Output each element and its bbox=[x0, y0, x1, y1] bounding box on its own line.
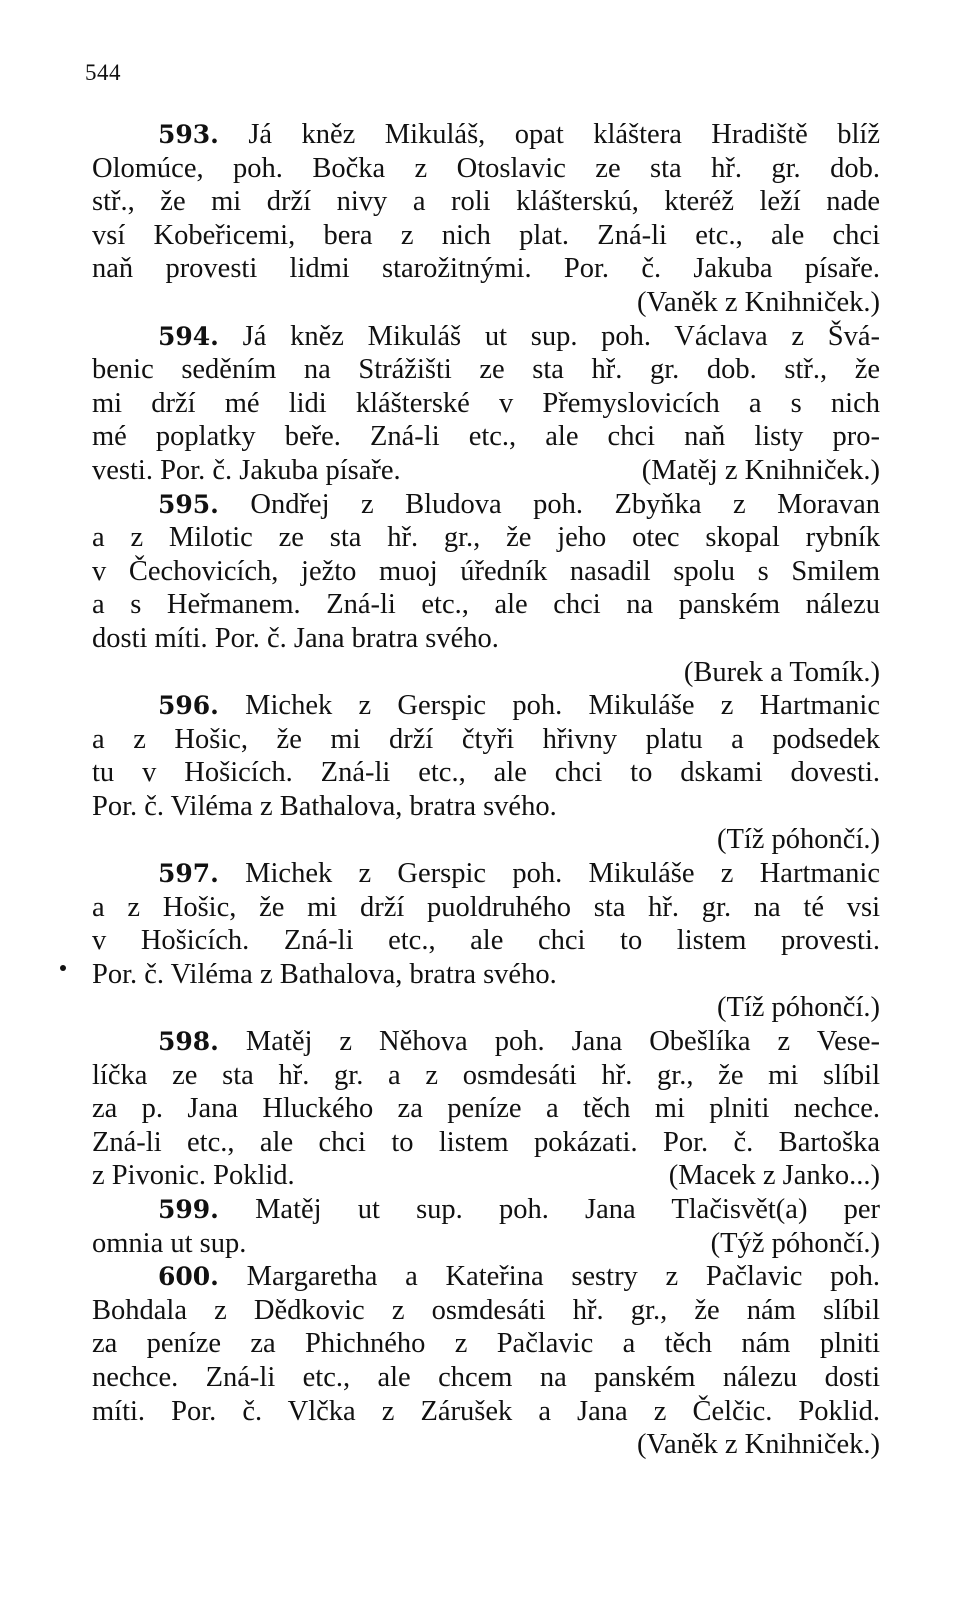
signature: (Matěj z Knihniček.) bbox=[641, 454, 880, 486]
entry-number: 599. bbox=[158, 1195, 219, 1224]
text-line: Bohdala z Dědkovic z osmdesáti hř. gr., že nám slíbil bbox=[92, 1294, 880, 1326]
entry-597-line-1: 597. Michek z Gerspic poh. Mikuláše z Hartmanic bbox=[158, 858, 881, 890]
signature: (Týž póhončí.) bbox=[710, 1227, 880, 1259]
signature: (Vaněk z Knihniček.) bbox=[637, 1429, 880, 1461]
text-line: v Čechovicích, ježto muoj úředník nasadil spolu s Smilem bbox=[92, 555, 880, 587]
text-line: za p. Jana Hluckého za peníze a těch mi plniti nechce. bbox=[92, 1093, 880, 1125]
signature: (Burek a Tomík.) bbox=[683, 656, 880, 688]
text-line: mi drží mé lidi klášterské v Přemyslovicích a s nich bbox=[92, 387, 880, 419]
entry-598-line-1: 598. Matěj z Něhova poh. Jana Obešlíka z Vese- bbox=[158, 1026, 880, 1058]
text-line: Por. č. Viléma z Bathalova, bratra svého. bbox=[92, 958, 557, 990]
margin-dot bbox=[60, 965, 66, 971]
text-line-with-signature: vesti. Por. č. Jakuba písaře. (Matěj z Knihniček.) bbox=[92, 454, 880, 486]
entry-number: 593. bbox=[158, 120, 219, 149]
entry-594-line-1: 594. Já kněz Mikuláš ut sup. poh. Václava z Švá- bbox=[158, 320, 880, 352]
entry-number: 594. bbox=[158, 321, 219, 351]
text-line: líčka ze sta hř. gr. a z osmdesáti hř. gr., že mi slíbil bbox=[92, 1059, 880, 1091]
text-line: míti. Por. č. Vlčka z Zárušek a Jana z Čelčic. Poklid. bbox=[92, 1395, 880, 1427]
entry-593-line-1: 593. Já kněz Mikuláš, opat kláštera Hradiště blíž bbox=[158, 119, 880, 150]
text-line: nechce. Zná-li etc., ale chcem na panském nálezu dosti bbox=[92, 1361, 880, 1393]
text-line-with-signature: omnia ut sup. (Týž póhončí.) bbox=[92, 1227, 880, 1259]
text-line: a z Milotic ze sta hř. gr., že jeho otec skopal rybník bbox=[92, 522, 880, 554]
text-line: v Hošicích. Zná-li etc., ale chci to listem provesti. bbox=[92, 925, 880, 957]
text-body bbox=[92, 118, 880, 1462]
text-line: vsí Kobeřicemi, bera z nich plat. Zná-li etc., ale chci bbox=[92, 219, 880, 251]
signature: (Macek z Janko...) bbox=[668, 1160, 880, 1192]
text-line: a s Heřmanem. Zná-li etc., ale chci na panském nálezu bbox=[92, 589, 880, 621]
entry-596-line-1: 596. Michek z Gerspic poh. Mikuláše z Hartmanic bbox=[158, 690, 881, 722]
entry-number: 600. bbox=[158, 1262, 219, 1292]
text-line: mé poplatky beře. Zná-li etc., ale chci naň listy pro- bbox=[92, 421, 880, 453]
text-line: a z Hošic, že mi drží čtyři hřivny platu a podsedek bbox=[92, 723, 880, 755]
text-line: benic seděním na Strážišti ze sta hř. gr. dob. stř., že bbox=[92, 354, 880, 386]
entry-number: 597. bbox=[158, 859, 219, 889]
text-line: za peníze za Phichného z Pačlavic a těch nám plniti bbox=[92, 1328, 880, 1360]
entry-number: 595. bbox=[158, 489, 219, 519]
text-line: Zná-li etc., ale chci to listem pokázati. Por. č. Bartoška bbox=[92, 1126, 880, 1158]
entry-599-line-1: 599. Matěj ut sup. poh. Jana Tlačisvět(a) per bbox=[158, 1194, 880, 1225]
text-line: Por. č. Viléma z Bathalova, bratra svého. bbox=[92, 790, 557, 822]
entry-595-line-1: 595. Ondřej z Bludova poh. Zbyňka z Moravan bbox=[158, 488, 880, 520]
entry-600-line-1: 600. Margaretha a Kateřina sestry z Pačlavic poh. bbox=[158, 1261, 881, 1293]
page-number: 544 bbox=[85, 60, 121, 85]
signature: (Tíž póhončí.) bbox=[716, 992, 880, 1024]
text-line: stř., že mi drží nivy a roli klášterskú, kteréž leží nade bbox=[92, 186, 880, 218]
text-line: Olomúce, poh. Bočka z Otoslavic ze sta hř. gr. dob. bbox=[92, 152, 880, 184]
entry-number: 598. bbox=[158, 1027, 219, 1057]
text-line: a z Hošic, že mi drží puoldruhého sta hř. gr. na té vsi bbox=[92, 891, 880, 923]
signature: (Vaněk z Knihniček.) bbox=[637, 286, 880, 318]
signature: (Tíž póhončí.) bbox=[716, 824, 880, 856]
text-line: dosti míti. Por. č. Jana bratra svého. bbox=[92, 622, 499, 654]
text-line-with-signature: z Pivonic. Poklid. (Macek z Janko...) bbox=[92, 1160, 880, 1192]
entry-number: 596. bbox=[158, 691, 219, 721]
text-line: tu v Hošicích. Zná-li etc., ale chci to dskami dovesti. bbox=[92, 757, 880, 789]
text-line: naň provesti lidmi starožitnými. Por. č. Jakuba písaře. bbox=[92, 253, 880, 285]
